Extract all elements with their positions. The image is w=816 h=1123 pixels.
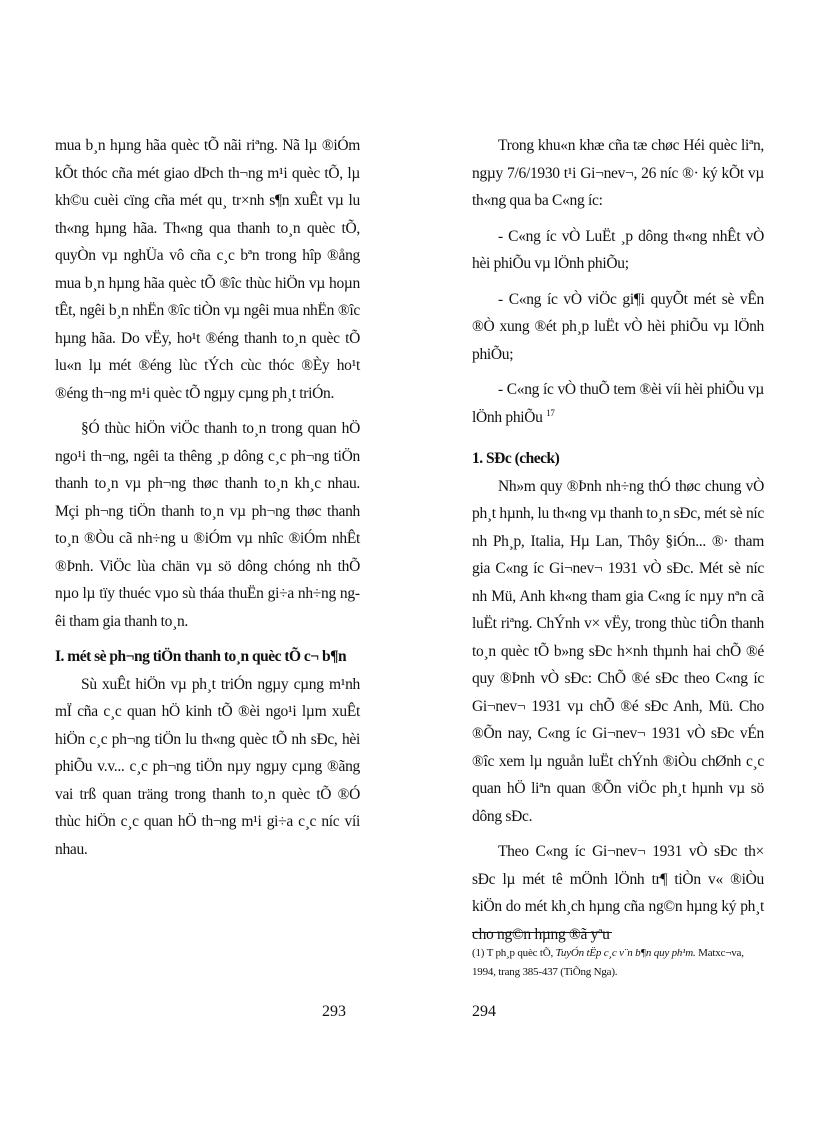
- intro-paragraph: Trong khu«n khæ cña tæ chøc Héi quèc liªn, ngµy 7/6/1930 t¹i Gi¬nev¬, 26 níc ®· ký kÕt vµ th«ng qua ba C«ng íc:: [472, 137, 764, 209]
- paragraph: Nh»m quy ®Þnh nh÷ng thÓ thøc chung vÒ ph¸t hµnh, lu th«ng vµ thanh to¸n sÐc, mét sè níc nh Ph¸p, Italia, Hµ Lan, Thôy §iÓn... ®· tham gia C«ng íc Gi¬nev¬ 1931 vÒ sÐc. Mét sè níc nh Mü, Anh kh«ng tham gia C«ng íc nµy nªn cã luËt riªng. ChÝnh v× vËy, trong thùc tiÔn thanh to¸n quèc tÕ b»ng sÐc h×nh thµnh hai chÕ ®é quy ®Þnh vÒ sÐc: ChÕ ®é sÐc theo C«ng íc Gi¬nev¬ 1931 vµ chÕ ®é sÐc Anh, Mü. Cho ®Õn nay, C«ng íc Gi¬nev¬ 1931 vÒ sÐc vÉn ®îc xem lµ nguån luËt chÝnh ®iÒu chØnh c¸c quan hÖ liªn quan ®Õn viÖc ph¸t hµnh vµ sö dông sÐc.: [472, 477, 764, 825]
- footnote-prefix: (1) T ph¸p quèc tÕ,: [472, 947, 556, 959]
- list-item: - C«ng íc vÒ LuËt ¸p dông th«ng nhÊt vÒ hèi phiÕu vµ lÖnh phiÕu;: [472, 227, 764, 272]
- list-item: [472, 376, 764, 431]
- footnote: [472, 944, 764, 982]
- list-item-text: - C«ng íc vÒ thuÕ tem ®èi víi hèi phiÕu vµ lÖnh phiÕu: [472, 381, 764, 426]
- section-heading: 1. SÐc (check): [472, 450, 560, 467]
- paragraph: mua b¸n hµng hãa quèc tÕ nãi riªng. Nã lµ ®iÓm kÕt thóc cña mét giao dÞch th¬ng m¹i quèc tÕ, lµ kh©u cuèi cïng cña mét qu¸ tr×nh s¶n xuÊt vµ lu th«ng hµng hãa. Th«ng qua thanh to¸n quèc tÕ, quyÒn vµ nghÜa vô cña c¸c bªn trong hîp ®ång mua b¸n hµng hãa quèc tÕ ®îc thùc hiÖn vµ hoµn tÊt, ngêi b¸n nhËn ®îc tiÒn vµ ngêi mua nhËn ®îc hµng hãa. Do vËy, ho¹t ®éng thanh to¸n quèc tÕ lu«n lµ mét ®éng lùc tÝch cùc thóc ®Èy ho¹t ®éng th¬ng m¹i quèc tÕ ngµy cµng ph¸t triÓn.: [55, 137, 360, 402]
- footnote-suffix: Matxc¬va, 1994, trang 385-437 (TiÕng Nga).: [472, 947, 744, 978]
- footnote-divider: [472, 932, 612, 933]
- right-page-column: [472, 132, 764, 948]
- footnote-title: TuyÓn tËp c¸c v¨n b¶n quy ph¹m.: [555, 947, 696, 959]
- section-heading: I. mét sè ph¬ng tiÖn thanh to¸n quèc tÕ c¬ b¶n: [55, 648, 347, 665]
- paragraph: Sù xuÊt hiÖn vµ ph¸t triÓn ngµy cµng m¹nh mÏ cña c¸c quan hÖ kinh tÕ ®èi ngo¹i lµm xuÊt hiÖn c¸c ph¬ng tiÖn lu th«ng quèc tÕ nh sÐc, hèi phiÕu v.v... c¸c ph¬ng tiÖn nµy ngµy cµng ®ãng vai trß quan träng trong thanh to¸n quèc tÕ ®Ó thùc hiÖn c¸c quan hÖ th¬ng m¹i gi÷a c¸c níc víi nhau.: [55, 675, 360, 858]
- page-number-right: 294: [472, 1003, 496, 1020]
- footnote-reference: 17: [546, 407, 555, 418]
- left-page-column: [55, 132, 360, 863]
- list-item: - C«ng íc vÒ viÖc gi¶i quyÕt mét sè vÊn ®Ò xung ®ét ph¸p luËt vÒ hèi phiÕu vµ lÖnh phiÕu;: [472, 290, 764, 363]
- paragraph: Theo C«ng íc Gi¬nev¬ 1931 vÒ sÐc th× sÐc lµ mét tê mÖnh lÖnh tr¶ tiÒn v« ®iÒu kiÖn do mét kh¸ch hµng cña ng©n hµng ký ph¸t cho ng©n hµng ®ã yªu: [472, 843, 764, 943]
- page-number-left: 293: [322, 1003, 346, 1020]
- paragraph: §Ó thùc hiÖn viÖc thanh to¸n trong quan hÖ ngo¹i th¬ng, ngêi ta thêng ¸p dông c¸c ph¬ng tiÖn thanh to¸n vµ ph¬ng thøc thanh to¸n kh¸c nhau. Mçi ph¬ng tiÖn thanh to¸n vµ ph¬ng thøc thanh to¸n ®Òu cã nh÷ng u ®iÓm vµ nhîc ®iÓm nhÊt ®Þnh. ViÖc lùa chän vµ sö dông chóng nh thÕ nµo lµ tïy thuéc vµo sù tháa thuËn gi÷a nh÷ng ngêi tham gia thanh to¸n.: [55, 420, 360, 630]
